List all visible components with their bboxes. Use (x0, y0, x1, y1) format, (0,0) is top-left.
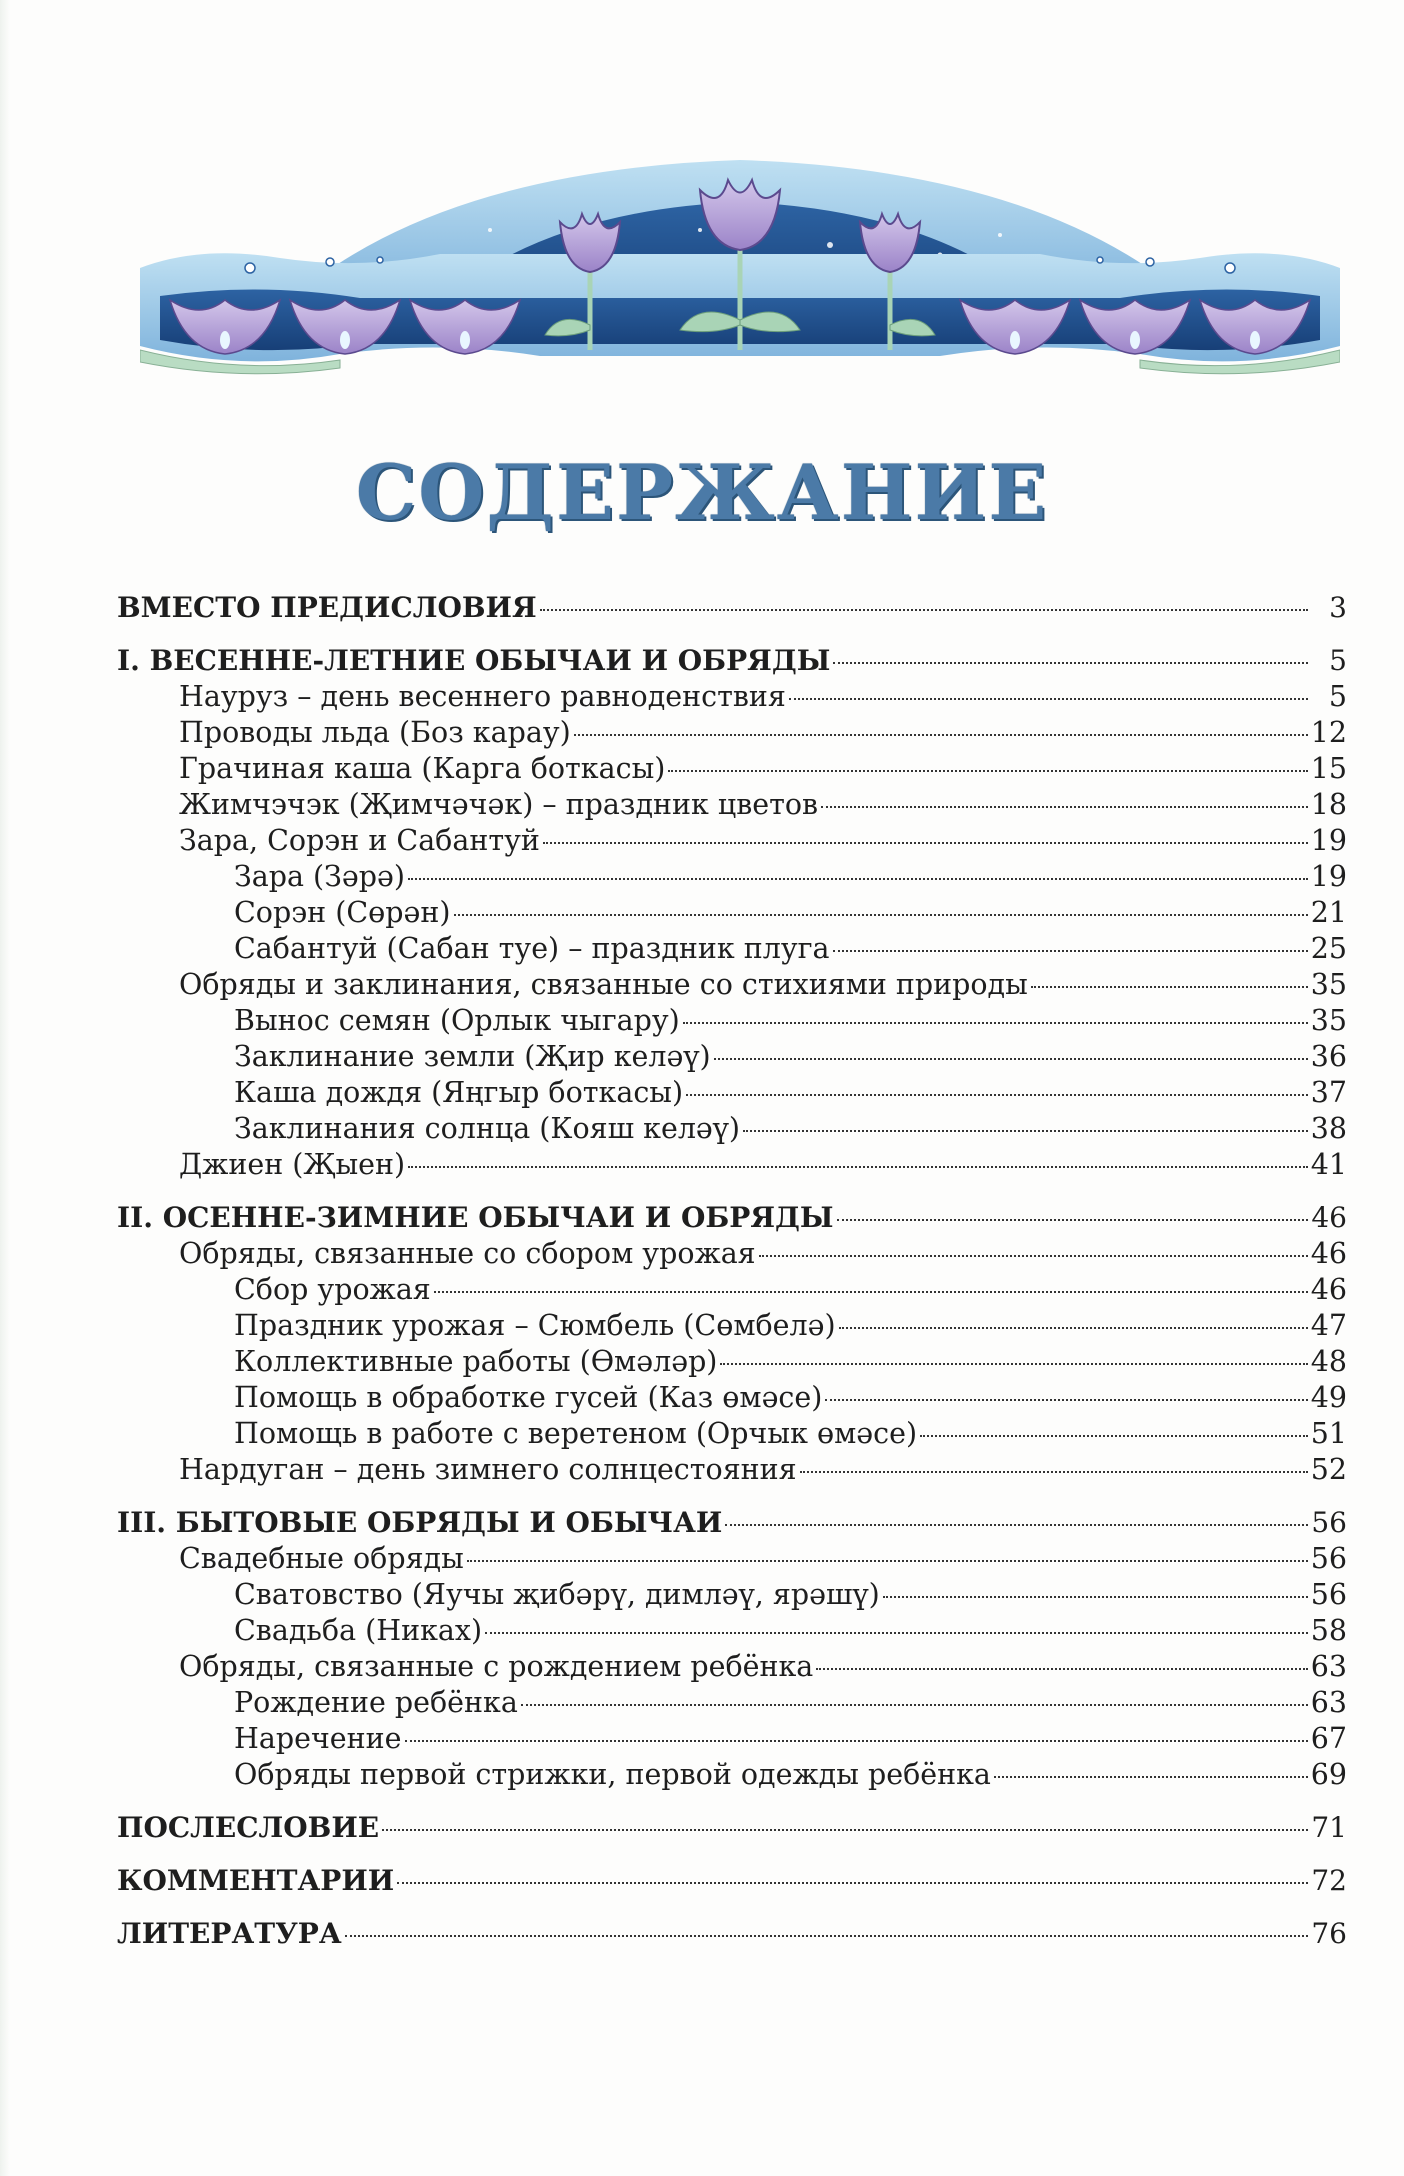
dot-leader (725, 1524, 1308, 1526)
toc-page-number: 72 (1311, 1864, 1347, 1897)
toc-entry-title: Сорэн (Сөрән) (234, 896, 451, 929)
dot-leader (1031, 986, 1308, 988)
toc-entry-title: Заклинания солнца (Кояш келәү) (234, 1112, 741, 1145)
toc-entry-title: II. ОСЕННЕ-ЗИМНИЕ ОБЫЧАИ И ОБРЯДЫ (117, 1201, 834, 1234)
toc-entry-title: Нардуган – день зимнего солнцестояния (179, 1453, 797, 1486)
toc-page-number: 19 (1310, 860, 1347, 893)
toc-page-number: 52 (1310, 1453, 1347, 1486)
dot-leader (833, 950, 1308, 952)
toc-entry-title: Свадьба (Никах) (234, 1614, 483, 1647)
toc-section-entry (117, 1810, 1347, 1846)
toc-page-number: 49 (1310, 1381, 1347, 1414)
toc-entry (117, 1039, 1347, 1075)
toc-page-number: 56 (1310, 1578, 1347, 1611)
toc-entry (117, 823, 1347, 859)
toc-page-number: 71 (1311, 1811, 1347, 1844)
toc-entry-title: Жимчэчэк (Җимчәчәк) – праздник цветов (179, 788, 819, 821)
toc-entry (117, 1416, 1347, 1452)
toc-entry-title: I. ВЕСЕННЕ-ЛЕТНИЕ ОБЫЧАИ И ОБРЯДЫ (117, 644, 831, 677)
toc-page-number: 56 (1311, 1506, 1347, 1539)
toc-entry-title: Обряды первой стрижки, первой одежды ребёнка (234, 1758, 991, 1791)
toc-entry (117, 1452, 1347, 1488)
toc-entry (117, 1757, 1347, 1793)
toc-entry (117, 1577, 1347, 1613)
dot-leader (467, 1560, 1308, 1562)
toc-section-entry (117, 1916, 1347, 1952)
dot-leader (408, 878, 1308, 880)
toc-entry (117, 1649, 1347, 1685)
toc-section-entry (117, 590, 1347, 626)
dot-leader (543, 842, 1308, 844)
dot-leader (382, 1829, 1308, 1831)
toc-page-number: 47 (1310, 1309, 1347, 1342)
toc-entry-title: Сватовство (Яучы җибәрү, димләү, ярәшү) (234, 1578, 880, 1611)
toc-page-number: 56 (1310, 1542, 1347, 1575)
dot-leader (833, 662, 1308, 664)
dot-leader (839, 1327, 1308, 1329)
dot-leader (821, 806, 1308, 808)
toc-entry (117, 1147, 1347, 1183)
toc-entry-title: Вынос семян (Орлык чыгару) (234, 1004, 680, 1037)
toc-entry (117, 967, 1347, 1003)
toc-entry-title: Обряды, связанные с рождением ребёнка (179, 1650, 814, 1683)
toc-entry-title: III. БЫТОВЫЕ ОБРЯДЫ И ОБЫЧАИ (117, 1506, 723, 1539)
dot-leader (825, 1399, 1307, 1401)
toc-page-number: 38 (1310, 1112, 1347, 1145)
dot-leader (540, 609, 1308, 611)
toc-entry-title: Свадебные обряды (179, 1542, 464, 1575)
toc-page-number: 15 (1310, 752, 1347, 785)
toc-entry-title: Рождение ребёнка (234, 1686, 518, 1719)
tulip-border-ornament-icon (140, 150, 1340, 380)
toc-entry-title: Каша дождя (Яңгыр боткасы) (234, 1076, 684, 1109)
dot-leader (408, 1166, 1308, 1168)
toc-entry-title: Зара, Сорэн и Сабантуй (179, 824, 540, 857)
toc-entry-title: Сабантуй (Сабан туе) – праздник плуга (234, 932, 830, 965)
toc-page-number: 51 (1310, 1417, 1347, 1450)
dot-leader (345, 1935, 1308, 1937)
toc-entry-title: Обряды и заклинания, связанные со стихиями природы (179, 968, 1028, 1001)
toc-section-entry (117, 643, 1347, 679)
toc-page-number: 63 (1310, 1686, 1347, 1719)
toc-entry (117, 1344, 1347, 1380)
toc-entry (117, 679, 1347, 715)
toc-page-number: 48 (1310, 1345, 1347, 1378)
toc-entry (117, 1380, 1347, 1416)
toc-entry (117, 931, 1347, 967)
toc-entry (117, 895, 1347, 931)
toc-entry-title: Зара (Зәрә) (234, 860, 406, 893)
toc-page-number: 58 (1310, 1614, 1347, 1647)
toc-page-number: 46 (1310, 1273, 1347, 1306)
toc-page-number: 35 (1310, 968, 1347, 1001)
toc-entry-title: ПОСЛЕСЛОВИЕ (117, 1811, 380, 1844)
toc-entry-title: Науруз – день весеннего равноденствия (179, 680, 786, 713)
toc-entry (117, 1685, 1347, 1721)
toc-section-entry (117, 1863, 1347, 1899)
toc-page-number: 76 (1311, 1917, 1347, 1950)
toc-entry-title: Коллективные работы (Өмәләр) (234, 1345, 718, 1378)
toc-entry-title: Помощь в обработке гусей (Каз өмәсе) (234, 1381, 823, 1414)
dot-leader (714, 1058, 1308, 1060)
toc-entry-title: Обряды, связанные со сбором урожая (179, 1237, 756, 1270)
toc-entry-title: ЛИТЕРАТУРА (117, 1917, 342, 1950)
toc-entry (117, 1236, 1347, 1272)
toc-entry (117, 751, 1347, 787)
dot-leader (920, 1435, 1308, 1437)
toc-section-entry (117, 1200, 1347, 1236)
dot-leader (405, 1740, 1308, 1742)
toc-entry (117, 1721, 1347, 1757)
dot-leader (759, 1255, 1308, 1257)
toc-entry (117, 1272, 1347, 1308)
dot-leader (485, 1632, 1308, 1634)
toc-page-number: 36 (1310, 1040, 1347, 1073)
toc-entry-title: Заклинание земли (Җир келәү) (234, 1040, 711, 1073)
toc-page-number: 37 (1310, 1076, 1347, 1109)
toc-entry (117, 1308, 1347, 1344)
toc-entry (117, 1613, 1347, 1649)
toc-entry-title: Наречение (234, 1722, 402, 1755)
toc-entry (117, 1003, 1347, 1039)
dot-leader (994, 1776, 1308, 1778)
dot-leader (720, 1363, 1307, 1365)
toc-entry-title: КОММЕНТАРИИ (117, 1864, 395, 1897)
toc-entry-title: Праздник урожая – Сюмбель (Сөмбелә) (234, 1309, 836, 1342)
dot-leader (683, 1022, 1308, 1024)
toc-page-number: 67 (1310, 1722, 1347, 1755)
dot-leader (434, 1291, 1308, 1293)
toc-page-number: 19 (1310, 824, 1347, 857)
dot-leader (800, 1471, 1308, 1473)
toc-entry (117, 1111, 1347, 1147)
toc-entry (117, 787, 1347, 823)
toc-page-number: 12 (1310, 716, 1347, 749)
dot-leader (883, 1596, 1308, 1598)
dot-leader (743, 1130, 1308, 1132)
toc-page-number: 63 (1310, 1650, 1347, 1683)
dot-leader (397, 1882, 1308, 1884)
page-title: СОДЕРЖАНИЕ (355, 448, 1049, 537)
dot-leader (521, 1704, 1308, 1706)
dot-leader (816, 1668, 1307, 1670)
table-of-contents (117, 590, 1347, 1952)
dot-leader (574, 734, 1308, 736)
toc-section-entry (117, 1505, 1347, 1541)
toc-entry (117, 715, 1347, 751)
dot-leader (789, 698, 1308, 700)
toc-entry-title: Грачиная каша (Карга боткасы) (179, 752, 666, 785)
toc-entry (117, 1541, 1347, 1577)
toc-page-number: 46 (1311, 1201, 1347, 1234)
toc-entry-title: Джиен (Җыен) (179, 1148, 406, 1181)
toc-page-number: 18 (1310, 788, 1347, 821)
dot-leader (668, 770, 1307, 772)
toc-page-number: 5 (1328, 680, 1347, 713)
dot-leader (454, 914, 1308, 916)
toc-entry (117, 1075, 1347, 1111)
toc-page-number: 69 (1310, 1758, 1347, 1791)
toc-entry (117, 859, 1347, 895)
toc-entry-title: Проводы льда (Боз карау) (179, 716, 571, 749)
toc-page-number: 25 (1310, 932, 1347, 965)
toc-page-number: 3 (1329, 591, 1347, 624)
toc-page-number: 46 (1310, 1237, 1347, 1270)
dot-leader (686, 1094, 1308, 1096)
toc-entry-title: Сбор урожая (234, 1273, 431, 1306)
toc-entry-title: ВМЕСТО ПРЕДИСЛОВИЯ (117, 591, 537, 624)
toc-page-number: 21 (1310, 896, 1347, 929)
dot-leader (837, 1219, 1308, 1221)
toc-entry-title: Помощь в работе с веретеном (Орчык өмәсе) (234, 1417, 918, 1450)
page-edge-shadow (0, 0, 10, 2176)
toc-page-number: 41 (1310, 1148, 1347, 1181)
toc-page-number: 35 (1310, 1004, 1347, 1037)
toc-page-number: 5 (1329, 644, 1347, 677)
